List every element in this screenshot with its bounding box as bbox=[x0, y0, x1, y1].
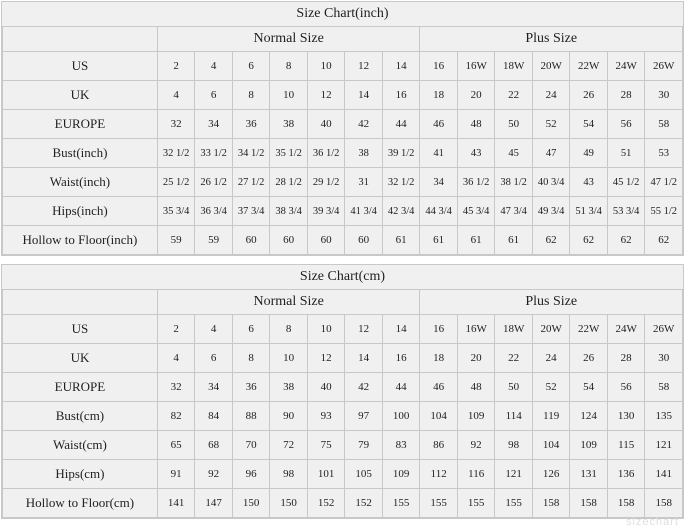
cell: 53 bbox=[645, 139, 683, 168]
row-label: EUROPE bbox=[3, 110, 158, 139]
cell: 50 bbox=[495, 110, 533, 139]
cell: 155 bbox=[457, 489, 495, 518]
cell: 24 bbox=[532, 344, 570, 373]
cell: 20W bbox=[532, 315, 570, 344]
cell: 6 bbox=[195, 81, 233, 110]
cell: 60 bbox=[270, 226, 308, 255]
cell: 51 bbox=[607, 139, 645, 168]
cell: 34 1/2 bbox=[232, 139, 270, 168]
cell: 36 1/2 bbox=[457, 168, 495, 197]
cell: 16 bbox=[382, 344, 420, 373]
cell: 34 bbox=[420, 168, 458, 197]
cell: 141 bbox=[645, 460, 683, 489]
cell: 26W bbox=[645, 52, 683, 81]
cell: 18 bbox=[420, 344, 458, 373]
row-label: Hips(inch) bbox=[3, 197, 158, 226]
cell: 96 bbox=[232, 460, 270, 489]
cell: 24 bbox=[532, 81, 570, 110]
cell: 109 bbox=[382, 460, 420, 489]
table-row bbox=[3, 431, 683, 460]
cell: 38 3/4 bbox=[270, 197, 308, 226]
row-label: Bust(cm) bbox=[3, 402, 158, 431]
cell: 61 bbox=[495, 226, 533, 255]
row-label: UK bbox=[3, 344, 158, 373]
cell: 38 1/2 bbox=[495, 168, 533, 197]
row-label: EUROPE bbox=[3, 373, 158, 402]
cell: 4 bbox=[157, 81, 195, 110]
table-row bbox=[3, 52, 683, 81]
cell: 4 bbox=[195, 315, 233, 344]
cell: 38 bbox=[270, 110, 308, 139]
cell: 32 bbox=[157, 110, 195, 139]
cell: 35 1/2 bbox=[270, 139, 308, 168]
cell: 104 bbox=[420, 402, 458, 431]
cell: 14 bbox=[382, 315, 420, 344]
table-row bbox=[3, 110, 683, 139]
cell: 60 bbox=[232, 226, 270, 255]
cell: 18W bbox=[495, 315, 533, 344]
table-group-row bbox=[3, 290, 683, 315]
cell: 12 bbox=[345, 52, 383, 81]
table-row bbox=[3, 139, 683, 168]
cell: 12 bbox=[307, 344, 345, 373]
cell: 55 1/2 bbox=[645, 197, 683, 226]
cell: 10 bbox=[307, 52, 345, 81]
cell: 28 bbox=[607, 81, 645, 110]
cell: 49 bbox=[570, 139, 608, 168]
cell: 56 bbox=[607, 110, 645, 139]
cell: 20 bbox=[457, 81, 495, 110]
cell: 8 bbox=[232, 81, 270, 110]
group-blank-cell bbox=[3, 27, 158, 52]
cell: 47 3/4 bbox=[495, 197, 533, 226]
cell: 31 bbox=[345, 168, 383, 197]
group-normal-size: Normal Size bbox=[157, 290, 420, 315]
cell: 32 1/2 bbox=[157, 139, 195, 168]
table-row bbox=[3, 81, 683, 110]
cell: 61 bbox=[420, 226, 458, 255]
cell: 98 bbox=[495, 431, 533, 460]
table-title-row bbox=[3, 265, 683, 290]
cell: 44 bbox=[382, 373, 420, 402]
cell: 42 bbox=[345, 110, 383, 139]
cell: 43 bbox=[457, 139, 495, 168]
cell: 32 bbox=[157, 373, 195, 402]
row-label: US bbox=[3, 315, 158, 344]
cell: 38 bbox=[270, 373, 308, 402]
cell: 92 bbox=[457, 431, 495, 460]
cell: 116 bbox=[457, 460, 495, 489]
row-label: Waist(inch) bbox=[3, 168, 158, 197]
size-chart-page bbox=[0, 1, 685, 530]
size-chart-cm-table bbox=[2, 265, 683, 518]
cell: 12 bbox=[345, 315, 383, 344]
cell: 53 3/4 bbox=[607, 197, 645, 226]
cell: 52 bbox=[532, 110, 570, 139]
cell: 14 bbox=[345, 81, 383, 110]
cell: 22W bbox=[570, 52, 608, 81]
cell: 131 bbox=[570, 460, 608, 489]
row-label: US bbox=[3, 52, 158, 81]
cell: 155 bbox=[382, 489, 420, 518]
cell: 24W bbox=[607, 315, 645, 344]
cell: 97 bbox=[345, 402, 383, 431]
row-label: UK bbox=[3, 81, 158, 110]
size-chart-cm-block bbox=[1, 264, 684, 519]
cell: 14 bbox=[345, 344, 383, 373]
chart-title: Size Chart(cm) bbox=[3, 265, 683, 290]
cell: 39 1/2 bbox=[382, 139, 420, 168]
table-row bbox=[3, 344, 683, 373]
cell: 109 bbox=[457, 402, 495, 431]
cell: 115 bbox=[607, 431, 645, 460]
cell: 30 bbox=[645, 81, 683, 110]
cell: 22 bbox=[495, 344, 533, 373]
cell: 39 3/4 bbox=[307, 197, 345, 226]
cell: 152 bbox=[307, 489, 345, 518]
cell: 112 bbox=[420, 460, 458, 489]
cell: 75 bbox=[307, 431, 345, 460]
cell: 158 bbox=[570, 489, 608, 518]
cell: 36 bbox=[232, 373, 270, 402]
cell: 16 bbox=[420, 315, 458, 344]
cell: 47 bbox=[532, 139, 570, 168]
cell: 34 bbox=[195, 373, 233, 402]
cell: 109 bbox=[570, 431, 608, 460]
cell: 36 3/4 bbox=[195, 197, 233, 226]
cell: 8 bbox=[270, 52, 308, 81]
cell: 26 1/2 bbox=[195, 168, 233, 197]
table-row bbox=[3, 168, 683, 197]
cell: 130 bbox=[607, 402, 645, 431]
cell: 44 3/4 bbox=[420, 197, 458, 226]
cell: 150 bbox=[270, 489, 308, 518]
cell: 158 bbox=[645, 489, 683, 518]
cell: 60 bbox=[307, 226, 345, 255]
table-row bbox=[3, 197, 683, 226]
cell: 40 3/4 bbox=[532, 168, 570, 197]
cell: 147 bbox=[195, 489, 233, 518]
cell: 38 bbox=[345, 139, 383, 168]
cell: 119 bbox=[532, 402, 570, 431]
cell: 16W bbox=[457, 315, 495, 344]
cell: 70 bbox=[232, 431, 270, 460]
cell: 68 bbox=[195, 431, 233, 460]
table-group-row bbox=[3, 27, 683, 52]
table-title-row bbox=[3, 2, 683, 27]
cell: 60 bbox=[345, 226, 383, 255]
cell: 24W bbox=[607, 52, 645, 81]
cell: 41 3/4 bbox=[345, 197, 383, 226]
group-plus-size: Plus Size bbox=[420, 27, 683, 52]
row-label: Bust(inch) bbox=[3, 139, 158, 168]
cell: 48 bbox=[457, 110, 495, 139]
row-label: Hollow to Floor(inch) bbox=[3, 226, 158, 255]
cell: 8 bbox=[270, 315, 308, 344]
cell: 12 bbox=[307, 81, 345, 110]
row-label: Hollow to Floor(cm) bbox=[3, 489, 158, 518]
cell: 59 bbox=[157, 226, 195, 255]
cell: 101 bbox=[307, 460, 345, 489]
cell: 26W bbox=[645, 315, 683, 344]
size-chart-inch-block bbox=[1, 1, 684, 256]
cell: 43 bbox=[570, 168, 608, 197]
cell: 10 bbox=[307, 315, 345, 344]
cell: 92 bbox=[195, 460, 233, 489]
table-row bbox=[3, 489, 683, 518]
cell: 98 bbox=[270, 460, 308, 489]
cell: 72 bbox=[270, 431, 308, 460]
cell: 49 3/4 bbox=[532, 197, 570, 226]
cell: 158 bbox=[532, 489, 570, 518]
cell: 88 bbox=[232, 402, 270, 431]
table-row bbox=[3, 315, 683, 344]
cell: 136 bbox=[607, 460, 645, 489]
cell: 45 bbox=[495, 139, 533, 168]
cell: 121 bbox=[645, 431, 683, 460]
cell: 93 bbox=[307, 402, 345, 431]
cell: 50 bbox=[495, 373, 533, 402]
cell: 46 bbox=[420, 110, 458, 139]
cell: 26 bbox=[570, 81, 608, 110]
group-normal-size: Normal Size bbox=[157, 27, 420, 52]
cell: 158 bbox=[607, 489, 645, 518]
cell: 121 bbox=[495, 460, 533, 489]
cell: 90 bbox=[270, 402, 308, 431]
cell: 36 bbox=[232, 110, 270, 139]
cell: 6 bbox=[232, 315, 270, 344]
cell: 18W bbox=[495, 52, 533, 81]
size-chart-inch-table bbox=[2, 2, 683, 255]
cell: 61 bbox=[382, 226, 420, 255]
cell: 28 bbox=[607, 344, 645, 373]
table-row bbox=[3, 226, 683, 255]
table-row bbox=[3, 460, 683, 489]
cell: 91 bbox=[157, 460, 195, 489]
cell: 105 bbox=[345, 460, 383, 489]
cell: 82 bbox=[157, 402, 195, 431]
cell: 6 bbox=[195, 344, 233, 373]
cell: 104 bbox=[532, 431, 570, 460]
cell: 54 bbox=[570, 110, 608, 139]
cell: 42 bbox=[345, 373, 383, 402]
cell: 150 bbox=[232, 489, 270, 518]
cell: 100 bbox=[382, 402, 420, 431]
cell: 33 1/2 bbox=[195, 139, 233, 168]
cell: 29 1/2 bbox=[307, 168, 345, 197]
cell: 45 1/2 bbox=[607, 168, 645, 197]
cell: 18 bbox=[420, 81, 458, 110]
cell: 155 bbox=[495, 489, 533, 518]
cell: 2 bbox=[157, 315, 195, 344]
cell: 30 bbox=[645, 344, 683, 373]
cell: 45 3/4 bbox=[457, 197, 495, 226]
cell: 141 bbox=[157, 489, 195, 518]
cell: 79 bbox=[345, 431, 383, 460]
cell: 58 bbox=[645, 110, 683, 139]
cell: 84 bbox=[195, 402, 233, 431]
cell: 20W bbox=[532, 52, 570, 81]
cell: 52 bbox=[532, 373, 570, 402]
cell: 152 bbox=[345, 489, 383, 518]
cell: 83 bbox=[382, 431, 420, 460]
cell: 28 1/2 bbox=[270, 168, 308, 197]
cell: 86 bbox=[420, 431, 458, 460]
group-blank-cell bbox=[3, 290, 158, 315]
cell: 16 bbox=[420, 52, 458, 81]
cell: 135 bbox=[645, 402, 683, 431]
table-row bbox=[3, 402, 683, 431]
cell: 126 bbox=[532, 460, 570, 489]
cell: 4 bbox=[195, 52, 233, 81]
cell: 124 bbox=[570, 402, 608, 431]
cell: 22W bbox=[570, 315, 608, 344]
cell: 59 bbox=[195, 226, 233, 255]
cell: 155 bbox=[420, 489, 458, 518]
cell: 61 bbox=[457, 226, 495, 255]
watermark-text: sizechart bbox=[625, 516, 679, 528]
cell: 37 3/4 bbox=[232, 197, 270, 226]
cell: 54 bbox=[570, 373, 608, 402]
group-plus-size: Plus Size bbox=[420, 290, 683, 315]
cell: 4 bbox=[157, 344, 195, 373]
cell: 46 bbox=[420, 373, 458, 402]
cell: 16 bbox=[382, 81, 420, 110]
cell: 51 3/4 bbox=[570, 197, 608, 226]
cell: 6 bbox=[232, 52, 270, 81]
cell: 36 1/2 bbox=[307, 139, 345, 168]
cell: 41 bbox=[420, 139, 458, 168]
cell: 20 bbox=[457, 344, 495, 373]
cell: 26 bbox=[570, 344, 608, 373]
cell: 8 bbox=[232, 344, 270, 373]
cell: 25 1/2 bbox=[157, 168, 195, 197]
cell: 62 bbox=[607, 226, 645, 255]
cell: 40 bbox=[307, 373, 345, 402]
cell: 27 1/2 bbox=[232, 168, 270, 197]
table-row bbox=[3, 373, 683, 402]
cell: 114 bbox=[495, 402, 533, 431]
cell: 62 bbox=[645, 226, 683, 255]
cell: 40 bbox=[307, 110, 345, 139]
row-label: Hips(cm) bbox=[3, 460, 158, 489]
cell: 44 bbox=[382, 110, 420, 139]
row-label: Waist(cm) bbox=[3, 431, 158, 460]
cell: 2 bbox=[157, 52, 195, 81]
cell: 48 bbox=[457, 373, 495, 402]
cell: 14 bbox=[382, 52, 420, 81]
cell: 62 bbox=[570, 226, 608, 255]
cell: 16W bbox=[457, 52, 495, 81]
cell: 62 bbox=[532, 226, 570, 255]
cell: 42 3/4 bbox=[382, 197, 420, 226]
cell: 58 bbox=[645, 373, 683, 402]
cell: 35 3/4 bbox=[157, 197, 195, 226]
cell: 10 bbox=[270, 344, 308, 373]
cell: 34 bbox=[195, 110, 233, 139]
chart-title: Size Chart(inch) bbox=[3, 2, 683, 27]
cell: 65 bbox=[157, 431, 195, 460]
cell: 47 1/2 bbox=[645, 168, 683, 197]
cell: 10 bbox=[270, 81, 308, 110]
cell: 32 1/2 bbox=[382, 168, 420, 197]
cell: 56 bbox=[607, 373, 645, 402]
cell: 22 bbox=[495, 81, 533, 110]
